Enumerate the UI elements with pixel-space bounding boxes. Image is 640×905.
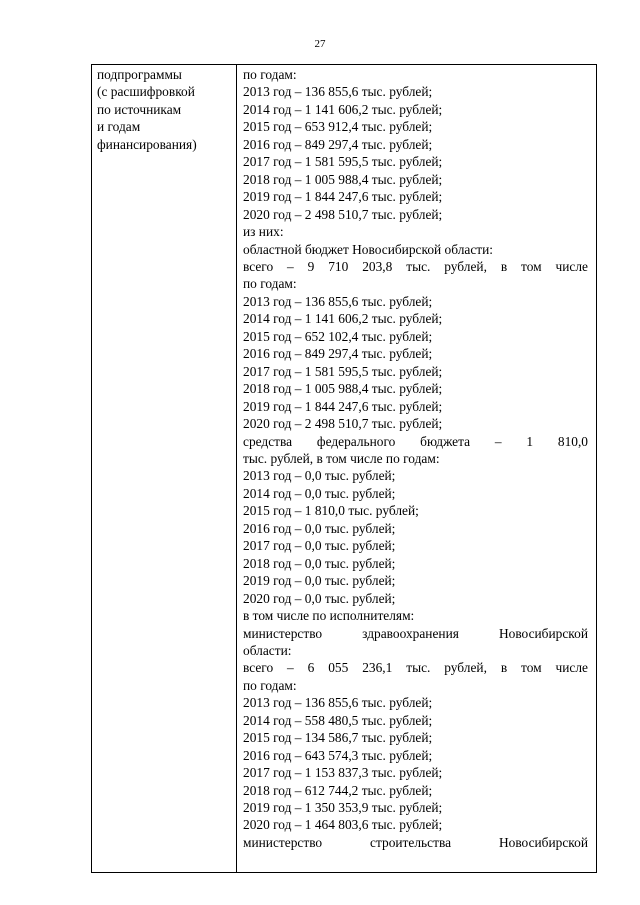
financing-line: тыс. рублей, в том числе по годам: bbox=[243, 450, 440, 466]
financing-line: 2020 год – 0,0 тыс. рублей; bbox=[243, 590, 396, 606]
financing-line: 2013 год – 136 855,6 тыс. рублей; bbox=[243, 293, 433, 309]
financing-line: 2015 год – 653 912,4 тыс. рублей; bbox=[243, 119, 433, 135]
financing-line: по годам: bbox=[243, 677, 297, 693]
label-line: (с расшифровкой bbox=[97, 84, 195, 100]
financing-line: средства федерального бюджета – 1 810,0 bbox=[243, 433, 588, 449]
financing-line: 2018 год – 612 744,2 тыс. рублей; bbox=[243, 782, 433, 798]
financing-line: 2016 год – 0,0 тыс. рублей; bbox=[243, 520, 396, 536]
financing-line: в том числе по исполнителям: bbox=[243, 608, 415, 624]
financing-line: 2018 год – 1 005 988,4 тыс. рублей; bbox=[243, 381, 443, 397]
financing-line: министерство здравоохранения Новосибирской bbox=[243, 625, 588, 641]
financing-line: 2018 год – 1 005 988,4 тыс. рублей; bbox=[243, 171, 443, 187]
financing-line: 2020 год – 2 498 510,7 тыс. рублей; bbox=[243, 206, 443, 222]
financing-line: 2017 год – 0,0 тыс. рублей; bbox=[243, 538, 396, 554]
financing-line: по годам: bbox=[243, 276, 297, 292]
label-line: подпрограммы bbox=[97, 67, 182, 82]
financing-line: 2019 год – 1 350 353,9 тыс. рублей; bbox=[243, 800, 443, 816]
financing-line: 2020 год – 2 498 510,7 тыс. рублей; bbox=[243, 416, 443, 432]
financing-line: 2015 год – 1 810,0 тыс. рублей; bbox=[243, 503, 419, 519]
financing-line: 2014 год – 1 141 606,2 тыс. рублей; bbox=[243, 311, 443, 327]
financing-line: 2014 год – 0,0 тыс. рублей; bbox=[243, 485, 396, 501]
label-line: и годам bbox=[97, 119, 141, 135]
page-number: 27 bbox=[314, 38, 326, 50]
financing-line: министерство строительства Новосибирской bbox=[243, 834, 588, 850]
financing-line: 2013 год – 136 855,6 тыс. рублей; bbox=[243, 84, 433, 100]
financing-line: 2020 год – 1 464 803,6 тыс. рублей; bbox=[243, 817, 443, 833]
financing-line: 2015 год – 134 586,7 тыс. рублей; bbox=[243, 730, 433, 746]
financing-line: 2013 год – 0,0 тыс. рублей; bbox=[243, 468, 396, 484]
financing-line: области: bbox=[243, 642, 292, 658]
financing-line: 2017 год – 1 153 837,3 тыс. рублей; bbox=[243, 765, 443, 781]
table-value-cell bbox=[237, 65, 596, 872]
financing-line: 2017 год – 1 581 595,5 тыс. рублей; bbox=[243, 363, 443, 379]
financing-line: 2014 год – 1 141 606,2 тыс. рублей; bbox=[243, 101, 443, 117]
financing-table bbox=[91, 64, 597, 873]
financing-line: 2018 год – 0,0 тыс. рублей; bbox=[243, 555, 396, 571]
financing-line: из них: bbox=[243, 224, 284, 240]
financing-line: 2017 год – 1 581 595,5 тыс. рублей; bbox=[243, 154, 443, 170]
financing-line: 2016 год – 643 574,3 тыс. рублей; bbox=[243, 747, 433, 763]
financing-line: 2014 год – 558 480,5 тыс. рублей; bbox=[243, 712, 433, 728]
financing-line: 2016 год – 849 297,4 тыс. рублей; bbox=[243, 136, 433, 152]
financing-line: 2019 год – 1 844 247,6 тыс. рублей; bbox=[243, 398, 443, 414]
financing-line: 2015 год – 652 102,4 тыс. рублей; bbox=[243, 328, 433, 344]
financing-line: областной бюджет Новосибирской области: bbox=[243, 241, 494, 257]
table-label-cell bbox=[92, 65, 237, 872]
financing-line: 2019 год – 1 844 247,6 тыс. рублей; bbox=[243, 189, 443, 205]
financing-line: по годам: bbox=[243, 67, 297, 82]
label-line: по источникам bbox=[97, 101, 182, 117]
financing-line: 2019 год – 0,0 тыс. рублей; bbox=[243, 573, 396, 589]
financing-line: всего – 9 710 203,8 тыс. рублей, в том числе bbox=[243, 258, 588, 274]
financing-line: 2013 год – 136 855,6 тыс. рублей; bbox=[243, 695, 433, 711]
financing-line: 2016 год – 849 297,4 тыс. рублей; bbox=[243, 346, 433, 362]
financing-line: всего – 6 055 236,1 тыс. рублей, в том числе bbox=[243, 660, 588, 676]
label-line: финансирования) bbox=[97, 136, 197, 152]
